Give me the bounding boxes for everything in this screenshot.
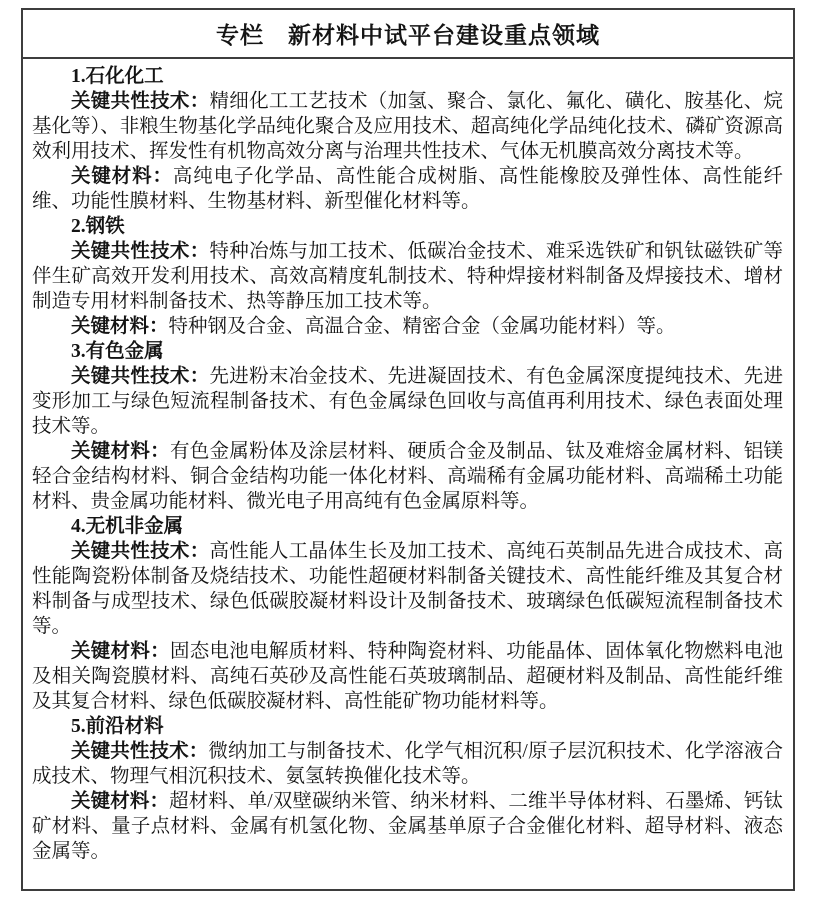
section-paragraph <box>32 314 783 339</box>
paragraph-text: 特种冶炼与加工技术、低碳冶金技术、难采选铁矿和钒钛磁铁矿等伴生矿高效开发利用技术、高效高精度轧制技术、特种焊接材料制备及焊接技术、增材制造专用材料制备技术、热等静压加工技术等。 <box>32 241 783 312</box>
paragraph-label: 关键共性技术： <box>71 741 209 762</box>
section-paragraph <box>32 439 783 514</box>
section-nonferrous-metals <box>32 339 783 514</box>
paragraph-text: 超材料、单/双壁碳纳米管、纳米材料、二维半导体材料、石墨烯、钙钛矿材料、量子点材料、金属有机氢化物、金属基单原子合金催化材料、超导材料、液态金属等。 <box>32 791 783 862</box>
section-paragraph <box>32 739 783 789</box>
paragraph-label: 关键材料： <box>71 441 170 462</box>
paragraph-text: 微纳加工与制备技术、化学气相沉积/原子层沉积技术、化学溶液合成技术、物理气相沉积技术、氨氢转换催化技术等。 <box>32 741 783 787</box>
box-title: 专栏 新材料中试平台建设重点领域 <box>216 23 600 48</box>
paragraph-text: 固态电池电解质材料、特种陶瓷材料、功能晶体、固体氧化物燃料电池及相关陶瓷膜材料、高纯石英砂及高性能石英玻璃制品、超硬材料及制品、高性能纤维及其复合材料、绿色低碳胶凝材料、高性能矿物功能材料等。 <box>32 641 783 712</box>
paragraph-text: 高纯电子化学品、高性能合成树脂、高性能橡胶及弹性体、高性能纤维、功能性膜材料、生物基材料、新型催化材料等。 <box>32 166 783 212</box>
paragraph-label: 关键共性技术： <box>71 541 210 562</box>
paragraph-text: 有色金属粉体及涂层材料、硬质合金及制品、钛及难熔金属材料、铝镁轻合金结构材料、铜合金结构功能一体化材料、高端稀有金属功能材料、高端稀土功能材料、贵金属功能材料、微光电子用高纯有色金属原料等。 <box>32 441 783 512</box>
section-paragraph <box>32 239 783 314</box>
section-heading: 1.石化化工 <box>71 66 164 87</box>
section-petrochemical <box>32 64 783 214</box>
paragraph-label: 关键共性技术： <box>71 91 210 112</box>
paragraph-label: 关键材料： <box>71 641 170 662</box>
section-paragraph <box>32 89 783 164</box>
box-body <box>23 59 793 864</box>
callout-box <box>21 8 795 891</box>
paragraph-text: 精细化工工艺技术（加氢、聚合、氯化、氟化、磺化、胺基化、烷基化等）、非粮生物基化学品纯化聚合及应用技术、超高纯化学品纯化技术、磷矿资源高效利用技术、挥发性有机物高效分离与治理共性技术、气体无机膜高效分离技术等。 <box>32 91 783 162</box>
section-frontier-materials <box>32 714 783 864</box>
section-heading: 5.前沿材料 <box>71 716 164 737</box>
section-paragraph <box>32 639 783 714</box>
paragraph-label: 关键材料： <box>71 166 173 187</box>
section-heading: 4.无机非金属 <box>71 516 184 537</box>
paragraph-label: 关键共性技术： <box>71 366 210 387</box>
paragraph-label: 关键材料： <box>71 316 169 337</box>
paragraph-label: 关键材料： <box>71 791 170 812</box>
section-inorganic-nonmetals <box>32 514 783 714</box>
section-steel <box>32 214 783 339</box>
section-heading: 2.钢铁 <box>71 216 125 237</box>
box-header <box>23 10 793 59</box>
section-paragraph <box>32 539 783 639</box>
paragraph-text: 特种钢及合金、高温合金、精密合金（金属功能材料）等。 <box>168 316 676 337</box>
paragraph-text: 高性能人工晶体生长及加工技术、高纯石英制品先进合成技术、高性能陶瓷粉体制备及烧结技术、功能性超硬材料制备关键技术、高性能纤维及其复合材料制备与成型技术、绿色低碳胶凝材料设计及制备技术、玻璃绿色低碳短流程制备技术等。 <box>32 541 783 637</box>
section-heading: 3.有色金属 <box>71 341 164 362</box>
paragraph-text: 先进粉末冶金技术、先进凝固技术、有色金属深度提纯技术、先进变形加工与绿色短流程制备技术、有色金属绿色回收与高值再利用技术、绿色表面处理技术等。 <box>32 366 783 437</box>
section-paragraph <box>32 364 783 439</box>
paragraph-label: 关键共性技术： <box>71 241 210 262</box>
section-paragraph <box>32 164 783 214</box>
section-paragraph <box>32 789 783 864</box>
